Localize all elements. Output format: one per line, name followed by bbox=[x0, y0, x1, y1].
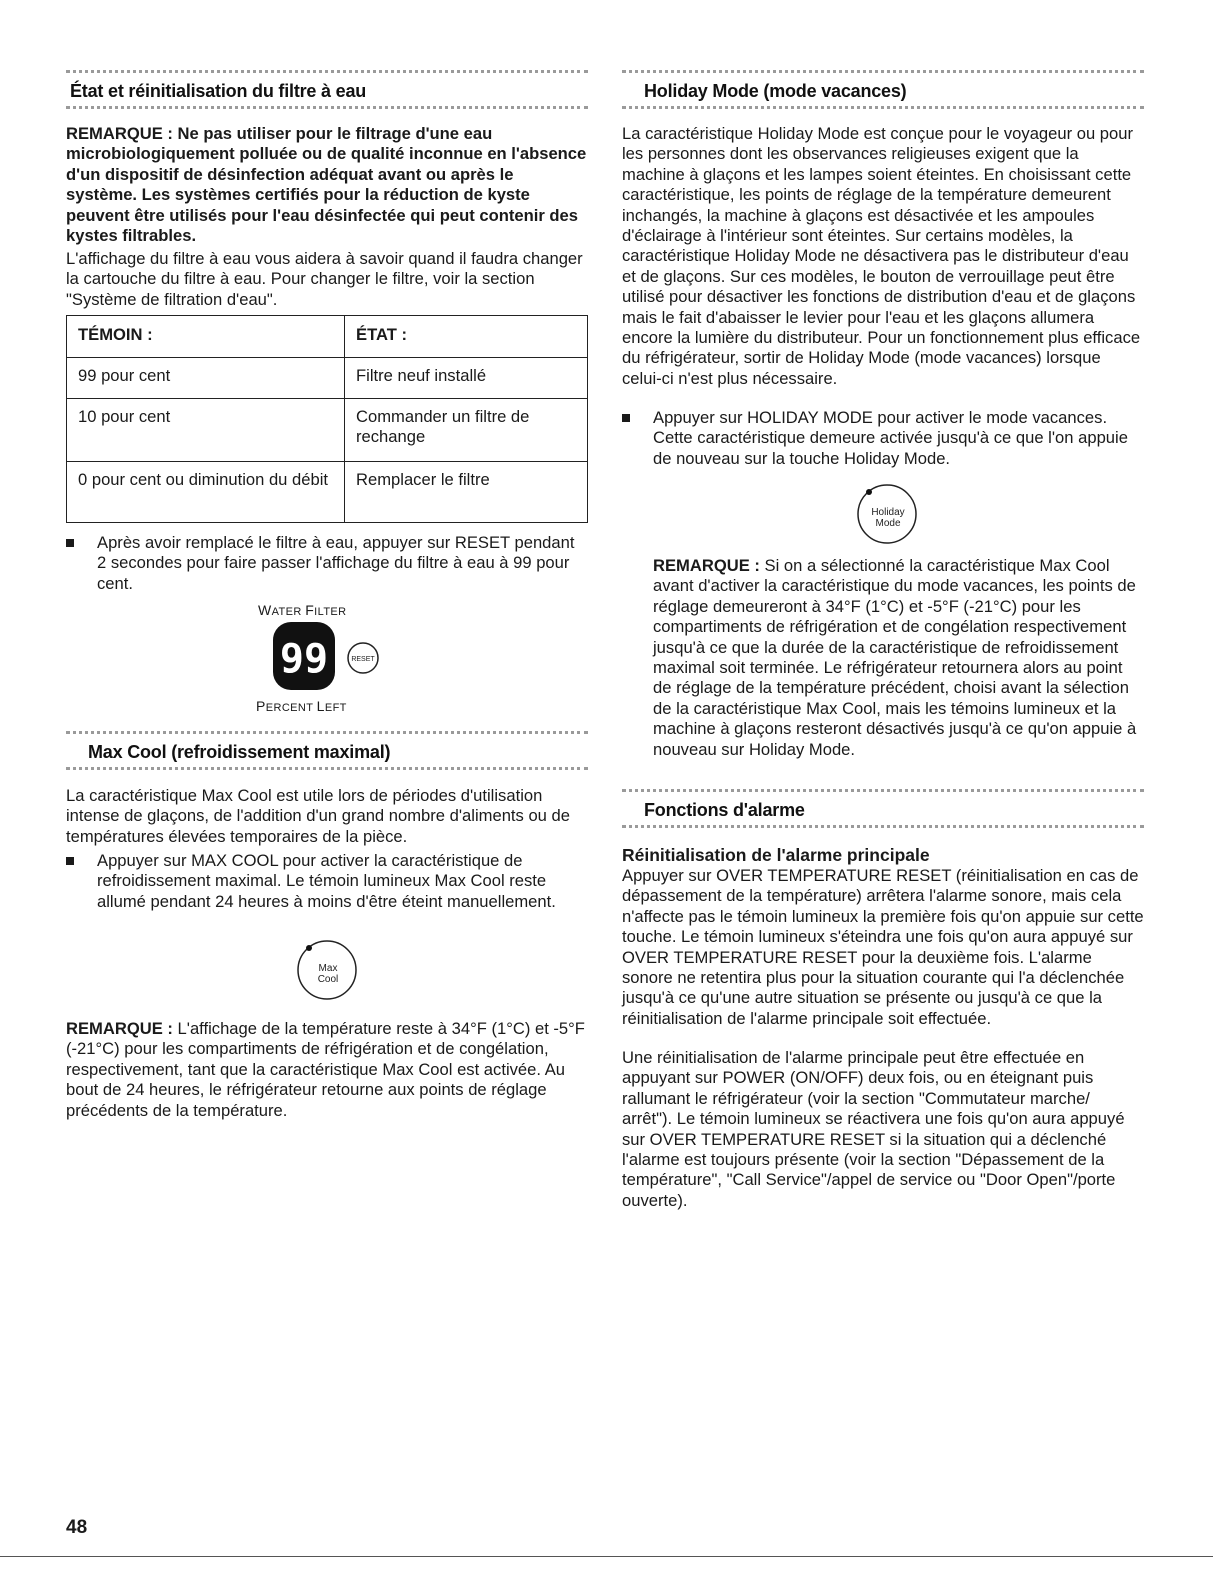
table-cell: Remplacer le filtre bbox=[345, 462, 588, 523]
holiday-section-title: Holiday Mode (mode vacances) bbox=[644, 81, 907, 101]
table-header-cell: TÉMOIN : bbox=[67, 316, 345, 358]
max-cool-button-label-1: Max bbox=[318, 963, 338, 974]
table-header-row bbox=[67, 316, 588, 358]
holiday-mode-indicator-light bbox=[866, 489, 872, 495]
maxcool-bullet-text: Appuyer sur MAX COOL pour activer la caractéristique de refroidissement maximal. Le témoin lumineux Max Cool reste allumé pendant 24 heures à moins d'être éteint manuellement. bbox=[97, 851, 556, 911]
maxcool-section-header bbox=[66, 731, 588, 770]
table-row bbox=[67, 399, 588, 462]
holiday-section-header bbox=[622, 70, 1144, 109]
maxcool-note-label: REMARQUE : bbox=[66, 1019, 173, 1038]
filter-intro bbox=[66, 249, 588, 310]
percent-left-caption: PERCENT LEFT bbox=[256, 698, 347, 714]
filter-section-header bbox=[66, 70, 588, 109]
filter-reset-bullet-text: Après avoir remplacé le filtre à eau, appuyer sur RESET pendant 2 secondes pour faire passer l'affichage du filtre à eau à 99 pour cent. bbox=[97, 533, 575, 593]
alarm-paragraph-2-text: Une réinitialisation de l'alarme principale peut être effectuée en appuyant sur POWER (ON/OFF) deux fois, ou en éteignant puis rallumant le réfrigérateur (voir la section "Commutateur marche/ arrêt"). Le témoin lumineux se réactivera une fois qu'on aura appuyé sur OVER TEMPERATURE RESET si la situation qui a déclenché l'alarme est toujours présente (voir la section "Dépassement de la température", "Call Service"/appel de service ou "Door Open"/porte ouverte). bbox=[622, 1048, 1125, 1210]
holiday-mode-button-label-1: Holiday bbox=[871, 507, 905, 518]
table-cell: 0 pour cent ou diminution du débit bbox=[67, 462, 345, 523]
bullet-square-icon bbox=[66, 539, 74, 547]
table-row bbox=[67, 462, 588, 523]
maxcool-intro bbox=[66, 786, 588, 847]
alarm-paragraph-1 bbox=[622, 866, 1144, 1029]
max-cool-button-label-2: Cool bbox=[317, 974, 339, 985]
alarm-subtitle bbox=[622, 844, 1144, 866]
maxcool-note bbox=[66, 1019, 588, 1121]
alarm-section-header bbox=[622, 789, 1144, 828]
filter-note bbox=[66, 124, 588, 246]
table-cell: 10 pour cent bbox=[67, 399, 345, 462]
maxcool-section-title: Max Cool (refroidissement maximal) bbox=[88, 742, 391, 762]
maxcool-bullet bbox=[66, 851, 588, 912]
filter-status-table bbox=[66, 315, 588, 523]
filter-note-text: REMARQUE : Ne pas utiliser pour le filtrage d'une eau microbiologiquement polluée ou de qualité inconnue en l'absence d'un dispositif de désinfection adéquat avant ou après le système. Les systèmes certifiés pour la réduction de kyste peuvent être utilisés pour l'eau désinfectée qui peut contenir des kystes filtrables. bbox=[66, 124, 587, 246]
page-bottom-rule bbox=[0, 1556, 1213, 1557]
filter-intro-text: L'affichage du filtre à eau vous aidera à savoir quand il faudra changer la cartouche du filtre à eau. Pour changer le filtre, voir la section "Système de filtration d'eau". bbox=[66, 249, 583, 309]
alarm-paragraph-1-text: Appuyer sur OVER TEMPERATURE RESET (réinitialisation en cas de dépassement de la température) arrêtera l'alarme sonore, mais cela n'affecte pas le témoin lumineux la première fois qu'on appuie sur cette touche. Le témoin lumineux s'éteindra une fois qu'on aura appuyé sur OVER TEMPERATURE RESET pour la deuxième fois. L'alarme sonore ne retentira plus pour la situation courante qui l'a déclenchée jusqu'à ce qu'une autre situation se présente ou jusqu'à ce que la réinitialisation de l'alarme principale soit effectuée. bbox=[622, 866, 1144, 1028]
holiday-mode-button[interactable] bbox=[843, 484, 933, 546]
table-cell: Commander un filtre de rechange bbox=[345, 399, 588, 462]
holiday-bullet-text: Appuyer sur HOLIDAY MODE pour activer le mode vacances. Cette caractéristique demeure activée jusqu'à ce que l'on appuie de nouveau sur la touche Holiday Mode. bbox=[653, 408, 1128, 468]
max-cool-indicator-light bbox=[306, 945, 312, 951]
holiday-intro bbox=[622, 124, 1144, 389]
bullet-square-icon bbox=[622, 414, 630, 422]
maxcool-note-text bbox=[66, 1019, 588, 1121]
water-filter-caption: WATER FILTER bbox=[258, 602, 347, 618]
filter-reset-bullet bbox=[66, 533, 588, 594]
reset-button-label: RESET bbox=[351, 656, 375, 663]
holiday-intro-text: La caractéristique Holiday Mode est conçue pour le voyageur ou pour les personnes dont les observances religieuses exigent que la machine à glaçons et les lampes soient éteintes. En choisissant cette caractéristique, les points de réglage de la température demeurent inchangés, la machine à glaçons est désactivée et les ampoules d'éclairage à l'intérieur sont éteintes. Sur certains modèles, la caractéristique Holiday Mode ne désactivera pas le distributeur d'eau et de glaçons. Sur ces modèles, le bouton de verrouillage peut être utilisé pour désactiver les fonctions de distribution d'eau et de glaçons mais le fait d'abaisser le levier pour l'eau et les glaçons allumera encore la lumière du distributeur. Pour un fonctionnement plus efficace du réfrigérateur, sortir de Holiday Mode (mode vacances) lorsque celui-ci n'est plus nécessaire. bbox=[622, 124, 1141, 388]
water-filter-display bbox=[273, 622, 403, 692]
holiday-note bbox=[653, 556, 1144, 760]
bullet-square-icon bbox=[66, 857, 74, 865]
max-cool-button[interactable] bbox=[283, 940, 373, 1002]
table-cell: 99 pour cent bbox=[67, 358, 345, 399]
table-cell: Filtre neuf installé bbox=[345, 358, 588, 399]
alarm-subtitle-text: Réinitialisation de l'alarme principale bbox=[622, 845, 930, 865]
alarm-section-title: Fonctions d'alarme bbox=[644, 800, 805, 820]
page-number: 48 bbox=[66, 1517, 88, 1538]
display-digits: 99 bbox=[279, 636, 329, 682]
holiday-note-body: Si on a sélectionné la caractéristique Max Cool avant d'activer la caractéristique du mode vacances, les points de réglage demeureront à 34°F (1°C) et -5°F (-21°C) pour les compartiments de réfrigération et de congélation respectivement jusqu'à ce que la durée de la caractéristique de refroidissement maximal soit terminée. Le réfrigérateur retournera alors au point de réglage de la température précédent, choisi avant la sélection de la caractéristique Max Cool, mais les témoins lumineux et la machine à glaçons resteront désactivés jusqu'à ce qu'on appuie à nouveau sur Holiday Mode. bbox=[653, 556, 1137, 759]
maxcool-intro-text: La caractéristique Max Cool est utile lors de périodes d'utilisation intense de glaçons, de l'addition d'un grand nombre d'aliments ou de températures élevées temporaires de la pièce. bbox=[66, 786, 570, 846]
holiday-mode-button-label-2: Mode bbox=[875, 518, 901, 529]
table-row bbox=[67, 358, 588, 399]
holiday-note-label: REMARQUE : bbox=[653, 556, 760, 575]
table-header-cell: ÉTAT : bbox=[345, 316, 588, 358]
holiday-bullet bbox=[622, 408, 1144, 469]
maxcool-note-body: L'affichage de la température reste à 34°F (1°C) et -5°F (-21°C) pour les compartiments de réfrigération et de congélation, respectivement, tant que la caractéristique Max Cool est activée. Au bout de 24 heures, le réfrigérateur retourne aux points de réglage précédents de la température. bbox=[66, 1019, 585, 1120]
alarm-paragraph-2 bbox=[622, 1048, 1144, 1211]
filter-section-title: État et réinitialisation du filtre à eau bbox=[70, 81, 367, 101]
holiday-note-text bbox=[653, 556, 1144, 760]
